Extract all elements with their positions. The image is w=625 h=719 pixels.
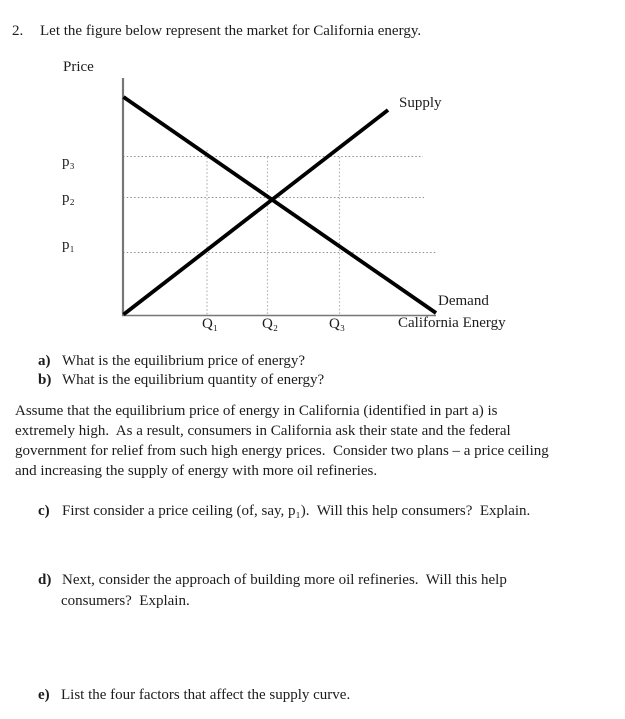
part-d-label: d) <box>38 572 52 588</box>
part-e-label: e) <box>38 687 50 703</box>
part-e-text: List the four factors that affect the supply curve. <box>61 687 351 703</box>
part-c-label: c) <box>38 503 50 519</box>
x-tick-label-q2: Q₂ <box>262 316 279 332</box>
y-tick-label-p3: p₃ <box>62 154 75 170</box>
question-title: Let the figure below represent the market for California energy. <box>40 23 422 39</box>
part-a-label: a) <box>38 353 51 369</box>
x-axis-title: California Energy <box>398 315 506 331</box>
demand-curve-label: Demand <box>438 293 489 309</box>
scenario-paragraph <box>15 401 621 481</box>
supply-demand-chart <box>0 0 625 340</box>
y-tick-label-p1: p₁ <box>62 237 75 253</box>
part-a-text: What is the equilibrium price of energy? <box>62 353 305 369</box>
x-tick-label-q3: Q₃ <box>329 316 346 332</box>
y-axis-title: Price <box>63 59 94 75</box>
part-b-text: What is the equilibrium quantity of energy? <box>62 372 325 388</box>
supply-curve <box>124 110 389 315</box>
part-d-text-line2: consumers? Explain. <box>61 593 190 609</box>
x-tick-label-q1: Q₁ <box>202 316 219 332</box>
part-b-label: b) <box>38 372 52 388</box>
paragraph-line: Assume that the equilibrium price of energy in California (identified in part a) is <box>15 403 498 419</box>
paragraph-line: extremely high. As a result, consumers in California ask their state and the federal <box>15 423 511 439</box>
supply-curve-label: Supply <box>399 95 442 111</box>
y-tick-label-p2: p₂ <box>62 190 75 206</box>
part-d-text-line1: Next, consider the approach of building more oil refineries. Will this help <box>62 572 507 588</box>
question-number: 2. <box>12 23 24 39</box>
part-c-text: First consider a price ceiling (of, say, p₁). Will this help consumers? Explain. <box>62 503 531 519</box>
supply-demand-figure <box>0 0 625 340</box>
paragraph-line: and increasing the supply of energy with more oil refineries. <box>15 463 378 479</box>
paragraph-line: government for relief from such high energy prices. Consider two plans – a price ceiling <box>15 443 549 459</box>
